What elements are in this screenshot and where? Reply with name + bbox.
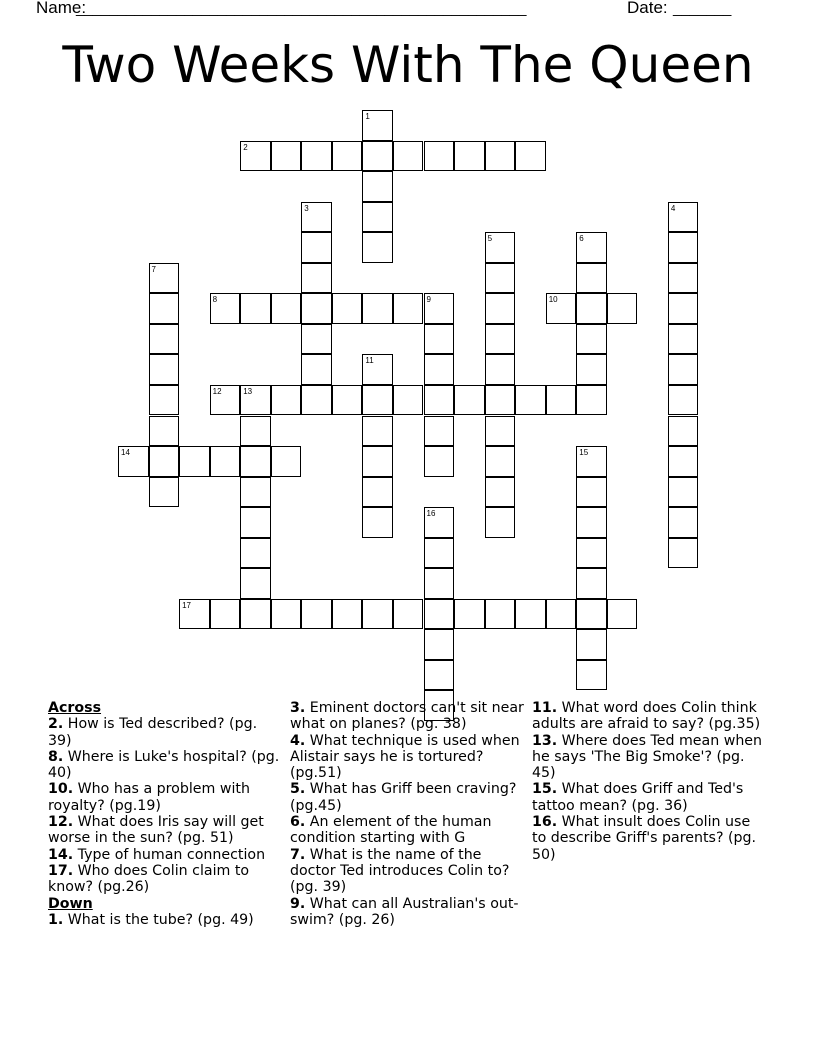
cell-number: 16 bbox=[426, 509, 436, 519]
grid-cell[interactable] bbox=[424, 354, 455, 385]
clue-text: Who has a problem with royalty? (pg.19) bbox=[48, 781, 250, 814]
clue-text: Who does Colin claim to know? (pg.26) bbox=[48, 862, 250, 896]
clue-across bbox=[48, 716, 284, 749]
grid-cell[interactable] bbox=[515, 141, 546, 172]
clue-across bbox=[48, 781, 284, 814]
grid-cell[interactable] bbox=[362, 110, 393, 141]
grid-cell[interactable] bbox=[301, 324, 332, 355]
grid-cell[interactable] bbox=[576, 477, 607, 508]
grid-cell[interactable] bbox=[424, 385, 455, 416]
grid-cell[interactable] bbox=[210, 293, 241, 324]
grid-cell[interactable] bbox=[485, 263, 516, 294]
grid-cell[interactable] bbox=[576, 629, 607, 660]
clue-text: What does Iris say will get worse in the sun? (pg. 51) bbox=[48, 814, 264, 847]
grid-cell[interactable] bbox=[485, 232, 516, 263]
down-heading: Down bbox=[48, 895, 93, 912]
grid-cell[interactable] bbox=[301, 599, 332, 630]
grid-cell[interactable] bbox=[546, 385, 577, 416]
date-label: Date: bbox=[627, 0, 668, 17]
grid-cell[interactable] bbox=[485, 477, 516, 508]
grid-cell[interactable] bbox=[240, 446, 271, 477]
clues-column-2 bbox=[290, 700, 526, 928]
clue-down bbox=[532, 814, 768, 863]
grid-cell[interactable] bbox=[301, 354, 332, 385]
grid-cell[interactable] bbox=[668, 324, 699, 355]
clue-text: An element of the human condition starting with G bbox=[290, 814, 492, 847]
clue-down bbox=[290, 847, 526, 896]
grid-cell[interactable] bbox=[149, 446, 180, 477]
grid-cell[interactable] bbox=[240, 568, 271, 599]
clue-number: 3. bbox=[290, 700, 306, 716]
cell-number: 11 bbox=[365, 356, 374, 366]
grid-cell[interactable] bbox=[424, 629, 455, 660]
grid-cell[interactable] bbox=[271, 599, 302, 630]
grid-cell[interactable] bbox=[515, 385, 546, 416]
clue-down bbox=[48, 912, 284, 928]
cell-number: 6 bbox=[579, 234, 584, 244]
cell-number: 7 bbox=[151, 264, 156, 274]
grid-cell[interactable] bbox=[424, 568, 455, 599]
clue-text: What can all Australian's out-swim? (pg. 26) bbox=[290, 895, 519, 928]
cell-number: 9 bbox=[426, 295, 431, 305]
cell-number: 10 bbox=[548, 295, 558, 305]
grid-cell[interactable] bbox=[668, 232, 699, 263]
grid-cell[interactable] bbox=[424, 660, 455, 691]
grid-cell[interactable] bbox=[271, 293, 302, 324]
grid-cell[interactable] bbox=[149, 416, 180, 447]
grid-cell[interactable] bbox=[576, 293, 607, 324]
grid-cell[interactable] bbox=[576, 385, 607, 416]
page-title: Two Weeks With The Queen bbox=[62, 36, 754, 94]
grid-cell[interactable] bbox=[485, 141, 516, 172]
clue-text: What does Griff and Ted's tattoo mean? (pg. 36) bbox=[532, 781, 744, 814]
grid-cell[interactable] bbox=[607, 293, 638, 324]
grid-cell[interactable] bbox=[485, 446, 516, 477]
clue-text: Where is Luke's hospital? (pg. 40) bbox=[48, 748, 280, 782]
clue-number: 1. bbox=[48, 911, 64, 928]
name-label: Name: bbox=[36, 0, 87, 17]
grid-cell[interactable] bbox=[515, 599, 546, 630]
grid-cell[interactable] bbox=[393, 293, 424, 324]
grid-cell[interactable] bbox=[301, 141, 332, 172]
cell-number: 3 bbox=[304, 203, 309, 213]
grid-cell[interactable] bbox=[607, 599, 638, 630]
clue-number: 16. bbox=[532, 814, 558, 831]
cell-number: 13 bbox=[243, 386, 253, 396]
grid-cell[interactable] bbox=[301, 385, 332, 416]
grid-cell[interactable] bbox=[668, 354, 699, 385]
clue-number: 8. bbox=[48, 748, 64, 765]
grid-cell[interactable] bbox=[576, 599, 607, 630]
clue-text: What technique is used when Alistair says he is tortured? (pg.51) bbox=[290, 732, 520, 782]
grid-cell[interactable] bbox=[240, 599, 271, 630]
clue-text: What is the tube? (pg. 49) bbox=[63, 911, 254, 928]
cell-number: 12 bbox=[212, 386, 222, 396]
cell-number: 15 bbox=[579, 448, 589, 458]
clue-number: 7. bbox=[290, 846, 306, 863]
clues-column-1 bbox=[48, 700, 284, 928]
cell-number: 1 bbox=[365, 112, 370, 121]
across-heading: Across bbox=[48, 700, 102, 716]
grid-cell[interactable] bbox=[240, 293, 271, 324]
grid-cell[interactable] bbox=[362, 507, 393, 538]
clue-across bbox=[48, 814, 284, 847]
grid-cell[interactable] bbox=[424, 293, 455, 324]
grid-cell[interactable] bbox=[362, 354, 393, 385]
grid-cell[interactable] bbox=[362, 232, 393, 263]
clue-text: What has Griff been craving? (pg.45) bbox=[290, 781, 517, 814]
clue-number: 5. bbox=[290, 781, 306, 798]
grid-cell[interactable] bbox=[393, 385, 424, 416]
cell-number: 5 bbox=[487, 234, 493, 244]
clue-down bbox=[290, 814, 526, 847]
clue-down bbox=[532, 700, 768, 733]
cell-number: 4 bbox=[670, 203, 676, 213]
grid-cell[interactable] bbox=[668, 538, 699, 569]
grid-cell[interactable] bbox=[179, 446, 210, 477]
grid-cell[interactable] bbox=[362, 385, 393, 416]
clue-number: 4. bbox=[290, 732, 306, 749]
grid-cell[interactable] bbox=[668, 293, 699, 324]
grid-cell[interactable] bbox=[424, 446, 455, 477]
grid-cell[interactable] bbox=[240, 538, 271, 569]
cell-number: 2 bbox=[243, 142, 248, 152]
grid-cell[interactable] bbox=[149, 293, 180, 324]
grid-cell[interactable] bbox=[485, 293, 516, 324]
clue-text: What is the name of the doctor Ted introduces Colin to? (pg. 39) bbox=[290, 846, 510, 896]
grid-cell[interactable] bbox=[301, 293, 332, 324]
grid-cell[interactable] bbox=[576, 538, 607, 569]
grid-cell[interactable] bbox=[210, 385, 241, 416]
grid-cell[interactable] bbox=[576, 568, 607, 599]
clue-across bbox=[48, 863, 284, 896]
grid-cell[interactable] bbox=[668, 477, 699, 508]
grid-cell[interactable] bbox=[301, 263, 332, 294]
grid-cell[interactable] bbox=[454, 141, 485, 172]
grid-cell[interactable] bbox=[179, 599, 210, 630]
grid-cell[interactable] bbox=[271, 446, 302, 477]
grid-cell[interactable] bbox=[424, 507, 455, 538]
grid-cell[interactable] bbox=[485, 416, 516, 447]
grid-cell[interactable] bbox=[576, 232, 607, 263]
grid-cell[interactable] bbox=[149, 263, 180, 294]
grid-cell[interactable] bbox=[240, 477, 271, 508]
grid-cell[interactable] bbox=[149, 385, 180, 416]
grid-cell[interactable] bbox=[485, 599, 516, 630]
clue-number: 13. bbox=[532, 732, 558, 749]
clue-number: 10. bbox=[48, 781, 74, 798]
grid-cell[interactable] bbox=[149, 354, 180, 385]
grid-cell[interactable] bbox=[454, 599, 485, 630]
grid-cell[interactable] bbox=[393, 141, 424, 172]
grid-cell[interactable] bbox=[668, 446, 699, 477]
grid-cell[interactable] bbox=[576, 446, 607, 477]
date-field[interactable]: _______ bbox=[673, 0, 732, 17]
grid-cell[interactable] bbox=[668, 507, 699, 538]
grid-cell[interactable] bbox=[546, 293, 577, 324]
clue-number: 9. bbox=[290, 895, 306, 912]
clue-text: How is Ted described? (pg. 39) bbox=[48, 716, 258, 749]
grid-cell[interactable] bbox=[271, 385, 302, 416]
grid-cell[interactable] bbox=[332, 293, 363, 324]
grid-cell[interactable] bbox=[240, 385, 271, 416]
grid-cell[interactable] bbox=[546, 599, 577, 630]
clue-number: 15. bbox=[532, 781, 558, 798]
grid-cell[interactable] bbox=[149, 324, 180, 355]
grid-cell[interactable] bbox=[485, 385, 516, 416]
clue-text: What insult does Colin use to describe Griff's parents? (pg. 50) bbox=[532, 814, 757, 863]
grid-cell[interactable] bbox=[240, 141, 271, 172]
grid-cell[interactable] bbox=[393, 599, 424, 630]
grid-cell[interactable] bbox=[485, 354, 516, 385]
cell-number: 8 bbox=[212, 295, 218, 305]
grid-cell[interactable] bbox=[210, 599, 241, 630]
grid-cell[interactable] bbox=[240, 507, 271, 538]
grid-cell[interactable] bbox=[576, 324, 607, 355]
cell-number: 14 bbox=[121, 448, 130, 458]
grid-cell[interactable] bbox=[424, 416, 455, 447]
grid-cell[interactable] bbox=[362, 141, 393, 172]
grid-cell[interactable] bbox=[240, 416, 271, 447]
clue-number: 12. bbox=[48, 814, 74, 831]
cell-number: 17 bbox=[182, 600, 191, 610]
grid-cell[interactable] bbox=[668, 385, 699, 416]
grid-cell[interactable] bbox=[362, 202, 393, 233]
grid-cell[interactable] bbox=[362, 477, 393, 508]
name-field[interactable]: ______________________________________________________ bbox=[76, 0, 527, 17]
grid-cell[interactable] bbox=[576, 263, 607, 294]
clue-text: Type of human connection bbox=[73, 846, 266, 863]
grid-cell[interactable] bbox=[118, 446, 149, 477]
grid-cell[interactable] bbox=[332, 385, 363, 416]
grid-cell[interactable] bbox=[576, 660, 607, 691]
clue-number: 6. bbox=[290, 814, 306, 831]
grid-cell[interactable] bbox=[668, 202, 699, 233]
grid-cell[interactable] bbox=[362, 599, 393, 630]
grid-cell[interactable] bbox=[424, 599, 455, 630]
grid-cell[interactable] bbox=[576, 354, 607, 385]
grid-cell[interactable] bbox=[362, 446, 393, 477]
clue-text: Where does Ted mean when he says 'The Big Smoke'? (pg. 45) bbox=[532, 732, 763, 782]
grid-cell[interactable] bbox=[424, 324, 455, 355]
clues-column-3 bbox=[532, 700, 768, 863]
grid-cell[interactable] bbox=[149, 477, 180, 508]
clue-number: 11. bbox=[532, 700, 558, 716]
grid-cell[interactable] bbox=[301, 232, 332, 263]
grid-cell[interactable] bbox=[362, 293, 393, 324]
grid-cell[interactable] bbox=[332, 141, 363, 172]
clue-number: 17. bbox=[48, 862, 74, 879]
grid-cell[interactable] bbox=[210, 446, 241, 477]
grid-cell[interactable] bbox=[576, 507, 607, 538]
grid-cell[interactable] bbox=[301, 202, 332, 233]
clue-text: Eminent doctors can't sit near what on planes? (pg. 38) bbox=[290, 700, 524, 733]
grid-cell[interactable] bbox=[424, 141, 455, 172]
clue-down bbox=[290, 781, 526, 814]
grid-cell[interactable] bbox=[271, 141, 302, 172]
grid-cell[interactable] bbox=[424, 538, 455, 569]
grid-cell[interactable] bbox=[485, 507, 516, 538]
grid-cell[interactable] bbox=[454, 385, 485, 416]
clue-across bbox=[48, 847, 284, 863]
grid-cell[interactable] bbox=[668, 263, 699, 294]
clue-down bbox=[290, 733, 526, 782]
grid-cell[interactable] bbox=[485, 324, 516, 355]
clue-down bbox=[532, 781, 768, 814]
clue-down bbox=[532, 733, 768, 782]
grid-cell[interactable] bbox=[362, 416, 393, 447]
grid-cell[interactable] bbox=[668, 416, 699, 447]
clue-text: What word does Colin think adults are afraid to say? (pg.35) bbox=[532, 700, 761, 733]
clue-across bbox=[48, 749, 284, 782]
clue-down bbox=[290, 700, 526, 733]
grid-cell[interactable] bbox=[332, 599, 363, 630]
clue-down bbox=[290, 896, 526, 929]
clue-number: 2. bbox=[48, 716, 64, 733]
clue-number: 14. bbox=[48, 846, 74, 863]
grid-cell[interactable] bbox=[362, 171, 393, 202]
